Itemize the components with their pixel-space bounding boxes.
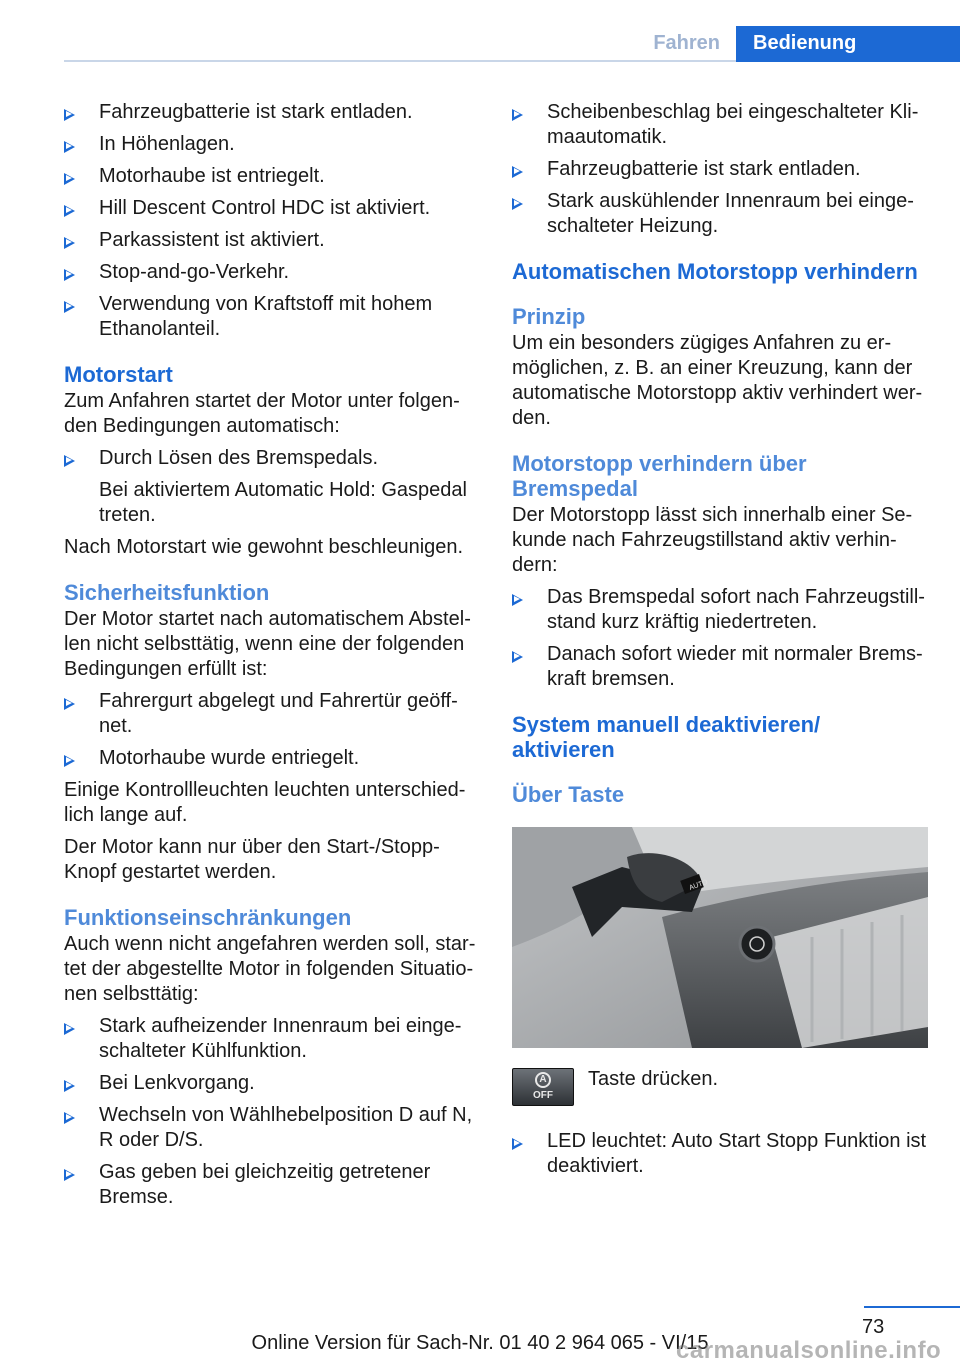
right-column — [512, 100, 928, 1186]
bullet-triangle-icon — [64, 237, 75, 249]
list-item: Wechseln von Wählhebelposition D auf N, R oder D/S. — [64, 1103, 480, 1153]
heading-motorstopp-verhindern: Automatischen Motorstopp verhindern — [512, 259, 918, 284]
prinzip-text: Um ein besonders zügiges Anfahren zu ermöglichen, z. B. an einer Kreuzung, kann der automatische Motorstopp aktiv verhindert werden. — [512, 332, 923, 429]
footer-rule — [864, 1306, 960, 1308]
bullet-triangle-icon — [512, 109, 523, 121]
key-off-label: OFF — [533, 1090, 553, 1101]
list-item: In Höhenlagen. — [64, 132, 480, 157]
list-item: Fahrergurt abgelegt und Fahrertür geöffnet. — [64, 689, 480, 739]
list-item: Gas geben bei gleichzeitig getretener Bremse. — [64, 1160, 480, 1210]
sicherheit-text: Der Motor startet nach automatischem Abstellen nicht selbsttätig, wenn eine der folgenden Bedingungen erfüllt ist: — [64, 608, 471, 680]
list-item: Verwendung von Kraftstoff mit hohem Ethanolanteil. — [64, 292, 480, 342]
sicherheit-after-1: Einige Kontrollleuchten leuchten unterschiedlich lange auf. — [64, 779, 466, 826]
key-a-symbol: A — [535, 1072, 551, 1088]
watermark: carmanualsonline.info — [676, 1337, 942, 1364]
heading-funktionseinschraenkungen: Funktionseinschränkungen — [64, 905, 352, 930]
bullet-triangle-icon — [512, 1138, 523, 1150]
bullet-triangle-icon — [64, 698, 75, 710]
heading-ueber-taste: Über Taste — [512, 782, 625, 807]
tab-fahren[interactable] — [636, 26, 736, 60]
bullet-triangle-icon — [64, 141, 75, 153]
list-item: Stop-and-go-Verkehr. — [64, 260, 480, 285]
caption-text: Taste drücken. — [588, 1068, 719, 1090]
footer-online-version: Online Version für Sach-Nr. 01 40 2 964 065 - VI/15 — [251, 1332, 709, 1354]
motorstart-after: Nach Motorstart wie gewohnt beschleunigen. — [64, 536, 464, 558]
bremspedal-text: Der Motorstopp lässt sich innerhalb einer Sekunde nach Fahrzeugstillstand aktiv verhindern: — [512, 504, 913, 576]
heading-sicherheitsfunktion: Sicherheitsfunktion — [64, 580, 270, 605]
list-item: LED leuchtet: Auto Start Stopp Funktion ist deaktiviert. — [512, 1129, 928, 1179]
bullet-triangle-icon — [64, 1080, 75, 1092]
tab-bedienung-label: Bedienung — [753, 32, 857, 54]
page-number: 73 — [862, 1316, 885, 1338]
bullet-triangle-icon — [512, 594, 523, 606]
bullet-triangle-icon — [512, 166, 523, 178]
left-column — [64, 100, 480, 1217]
list-item: Parkassistent ist aktiviert. — [64, 228, 480, 253]
condition-list — [64, 100, 480, 342]
sicherheit-after-2: Der Motor kann nur über den Start-/Stopp-Knopf gestartet werden. — [64, 836, 440, 883]
bullet-triangle-icon — [64, 455, 75, 467]
list-item: Durch Lösen des Bremspedals. — [64, 446, 480, 471]
dashboard-photo — [512, 827, 928, 1048]
einschraenkungen-text: Auch wenn nicht angefahren werden soll, startet der abgestellte Motor in folgenden Situationen selbsttätig: — [64, 933, 476, 1005]
list-item: Motorhaube ist entriegelt. — [64, 164, 480, 189]
bullet-triangle-icon — [512, 651, 523, 663]
list-item: Fahrzeugbatterie ist stark entladen. — [64, 100, 480, 125]
tab-bedienung[interactable] — [736, 26, 960, 62]
heading-prinzip: Prinzip — [512, 304, 586, 329]
list-item: Stark auskühlender Innenraum bei eingeschalteter Heizung. — [512, 189, 928, 239]
tab-fahren-label: Fahren — [653, 32, 720, 54]
dashboard-illustration — [512, 827, 928, 1048]
list-item: Bei Lenkvorgang. — [64, 1071, 480, 1096]
motorstart-text: Zum Anfahren startet der Motor unter folgenden Bedingungen automatisch: — [64, 390, 460, 437]
motorstart-note: Bei aktiviertem Automatic Hold: Gaspedal treten. — [99, 479, 467, 526]
bullet-triangle-icon — [512, 198, 523, 210]
bullet-triangle-icon — [64, 301, 75, 313]
heading-motorstart: Motorstart — [64, 362, 173, 387]
photo-auto-label: AUTO — [688, 878, 709, 892]
list-item: Scheibenbeschlag bei eingeschalteter Klimaautomatik. — [512, 100, 928, 150]
bullet-triangle-icon — [64, 755, 75, 767]
bullet-triangle-icon — [64, 205, 75, 217]
auto-start-stop-key-icon — [512, 1068, 574, 1106]
bullet-triangle-icon — [64, 1169, 75, 1181]
list-item: Danach sofort wieder mit normaler Bremskraft bremsen. — [512, 642, 928, 692]
heading-bremspedal: Motorstopp verhindern über Bremspedal — [512, 451, 807, 501]
bullet-triangle-icon — [64, 109, 75, 121]
heading-manuell: System manuell deaktivieren/ aktivieren — [512, 712, 821, 762]
list-item: Das Bremspedal sofort nach Fahrzeugstillstand kurz kräftig niedertreten. — [512, 585, 928, 635]
list-item: Motorhaube wurde entriegelt. — [64, 746, 480, 771]
header-rule — [64, 60, 736, 62]
bullet-triangle-icon — [64, 1112, 75, 1124]
bullet-triangle-icon — [64, 269, 75, 281]
bullet-triangle-icon — [64, 1023, 75, 1035]
caption-row — [512, 1068, 928, 1112]
list-item: Fahrzeugbatterie ist stark entladen. — [512, 157, 928, 182]
list-item: Stark aufheizender Innenraum bei eingeschalteter Kühlfunktion. — [64, 1014, 480, 1064]
list-item: Hill Descent Control HDC ist aktiviert. — [64, 196, 480, 221]
bullet-triangle-icon — [64, 173, 75, 185]
